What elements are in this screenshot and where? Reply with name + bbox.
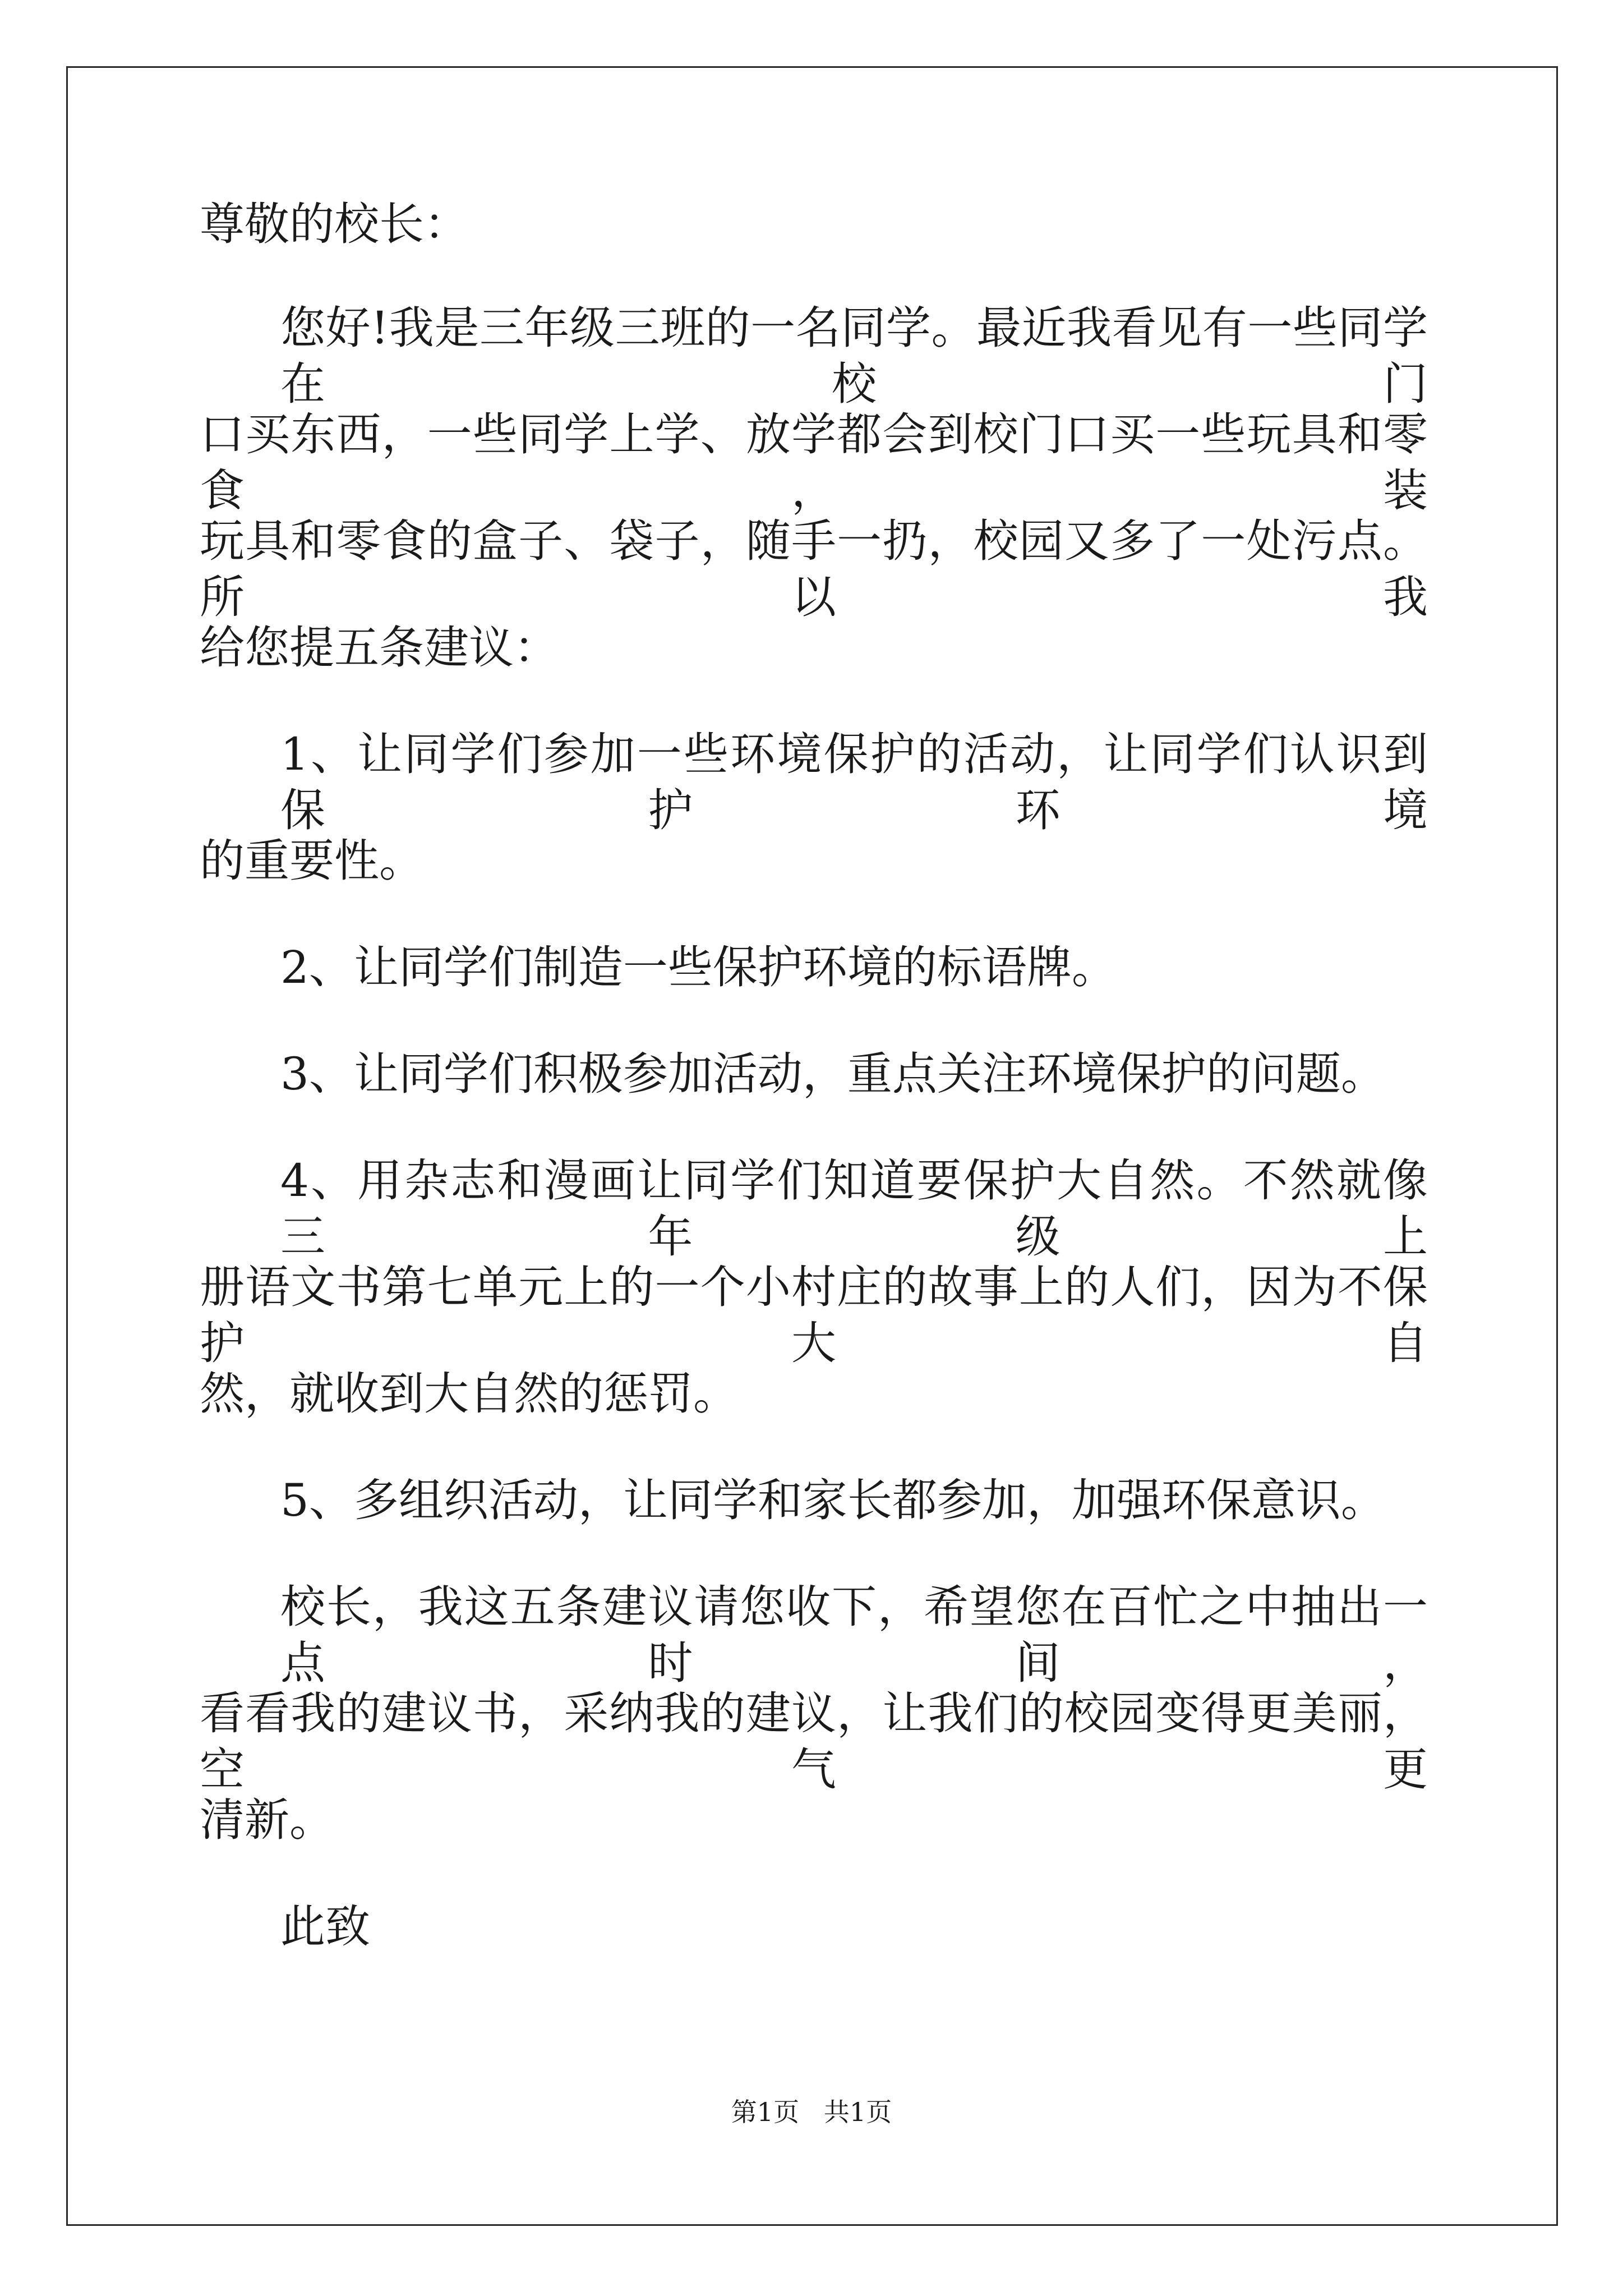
suggestion-4-line-2: 册语文书第七单元上的一个小村庄的故事上的人们，因为不保护大自 [200,1261,1428,1369]
suggestion-4-line-3: 然，就收到大自然的惩罚。 [200,1368,738,1420]
suggestion-2: 2、让同学们制造一些保护环境的标语牌。 [280,941,1117,993]
intro-line-3: 玩具和零食的盒子、袋子，随手一扔，校园又多了一处污点。所以我 [200,515,1428,623]
intro-line-2: 口买东西，一些同学上学、放学都会到校门口买一些玩具和零食，装 [200,408,1428,517]
closing-paragraph-line-1: 校长，我这五条建议请您收下，希望您在百忙之中抽出一点时间， [280,1581,1428,1689]
closing-paragraph-line-2: 看看我的建议书，采纳我的建议，让我们的校园变得更美丽，空气更 [200,1687,1428,1796]
suggestion-3: 3、让同学们积极参加活动，重点关注环境保护的问题。 [280,1048,1386,1100]
closing-salutation: 此致 [280,1901,370,1953]
suggestion-4-line-1: 4、用杂志和漫画让同学们知道要保护大自然。不然就像三年级上 [280,1154,1428,1263]
page-footer: 第1页 共1页 [731,2097,892,2127]
salutation: 尊敬的校长： [200,198,469,250]
closing-paragraph-line-3: 清新。 [200,1794,334,1846]
intro-line-1: 您好!我是三年级三班的一名同学。最近我看见有一些同学在校门 [280,302,1428,410]
suggestion-1-line-1: 1、让同学们参加一些环境保护的活动，让同学们认识到保护环境 [280,728,1428,836]
suggestion-1-line-2: 的重要性。 [200,835,424,887]
suggestion-5: 5、多组织活动，让同学和家长都参加，加强环保意识。 [280,1474,1386,1526]
intro-line-4: 给您提五条建议： [200,622,559,674]
